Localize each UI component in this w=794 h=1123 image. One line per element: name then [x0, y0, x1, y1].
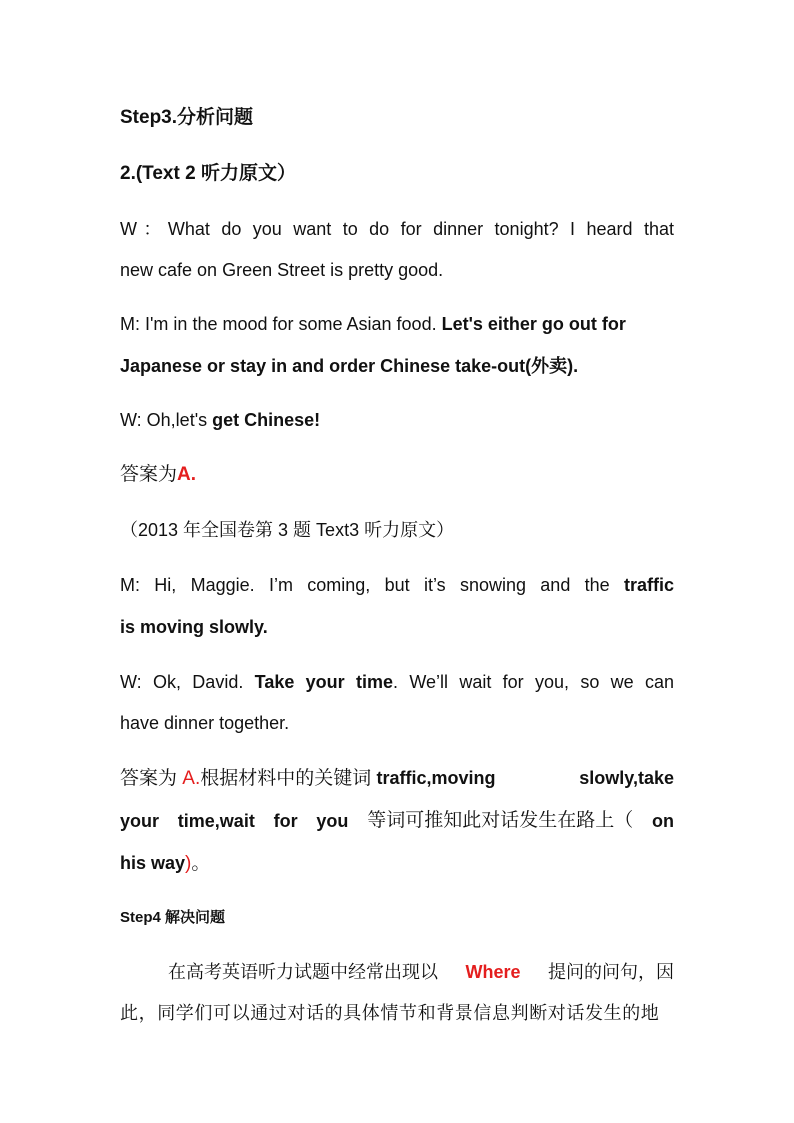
answer2-keyword4: time,wait: [177, 811, 255, 831]
solve-where-keyword: Where: [465, 962, 521, 982]
answer1-letter: A.: [177, 464, 197, 485]
answer2-text1: 根据材料中的关键词: [200, 768, 377, 789]
dialog1-woman-reply: [120, 408, 674, 432]
answer2-line2: [120, 809, 674, 833]
answer2-letter: A.: [182, 768, 201, 789]
dialog1-woman-line1: W：What do you want to do for dinner tonight? I heard that: [120, 219, 674, 239]
answer1-prefix: 答案为: [120, 464, 178, 485]
dialog1-man-plain: M: I'm in the mood for some Asian food.: [120, 314, 442, 334]
solve-line2: 此，同学们可以通过对话的具体情节和背景信息判断对话发生的地: [120, 1003, 660, 1023]
dialog1-man-bold-a: Let's either go out for: [441, 314, 626, 334]
dialog1-woman-line2: new cafe on Green Street is pretty good.: [120, 260, 444, 280]
answer2-line3: [120, 851, 674, 876]
answer2-close-paren: ): [185, 853, 192, 874]
answer2-prefix: 答案为: [120, 768, 183, 789]
answer2-keyword1: traffic,moving: [376, 768, 496, 788]
solve-line1-a: 在高考英语听力试题中经常出现以: [168, 962, 438, 982]
answer1: [120, 463, 674, 487]
answer2-keyword3: your: [120, 811, 160, 831]
dialog1-woman-reply-plain: W: Oh,let's: [120, 410, 213, 430]
answer2-keyword6: you: [316, 811, 349, 831]
answer2-period: 。: [191, 853, 211, 874]
solve-line1: [168, 960, 674, 984]
dialog1-woman-reply-bold: get Chinese!: [212, 410, 321, 430]
dialog2-woman-line1: [120, 670, 674, 694]
answer2-keyword5: for: [273, 811, 298, 831]
step4-heading: Step4 解决问题: [120, 909, 226, 926]
dialog2-woman-plain-b: . We’ll wait for you, so we can: [393, 672, 674, 692]
solve-line1-b: 提问的问句，因: [547, 962, 674, 982]
answer2-keyword2: slowly,take: [579, 768, 674, 788]
dialog1-man-line1: [120, 312, 674, 336]
dialog2-man-bold: traffic: [623, 575, 674, 595]
answer2-keyword7: on: [651, 811, 674, 831]
dialog2-man-plain: M: Hi, Maggie. I’m coming, but it’s snowing and the: [120, 575, 624, 595]
dialog1-man-line2: Japanese or stay in and order Chinese take-out(外卖).: [120, 356, 579, 376]
dialog2-woman-plain-a: W: Ok, David.: [120, 672, 255, 692]
dialog2-man-line2: is moving slowly.: [120, 617, 268, 637]
dialog2-woman-bold: Take your time: [254, 672, 394, 692]
dialog2-man-line1: [120, 573, 674, 597]
step3-heading: Step3.分析问题: [120, 107, 254, 128]
answer2-keyword8: his way: [120, 853, 186, 873]
question3-heading: （2013 年全国卷第 3 题 Text3 听力原文）: [120, 520, 455, 540]
dialog2-woman-line2: have dinner together.: [120, 713, 290, 733]
answer2-line1: [120, 766, 674, 791]
question2-heading: 2.(Text 2 听力原文）: [120, 163, 296, 184]
answer2-text2: 等词可推知此对话发生在路上（: [367, 810, 634, 831]
answer2-line1-lead: [120, 766, 496, 791]
